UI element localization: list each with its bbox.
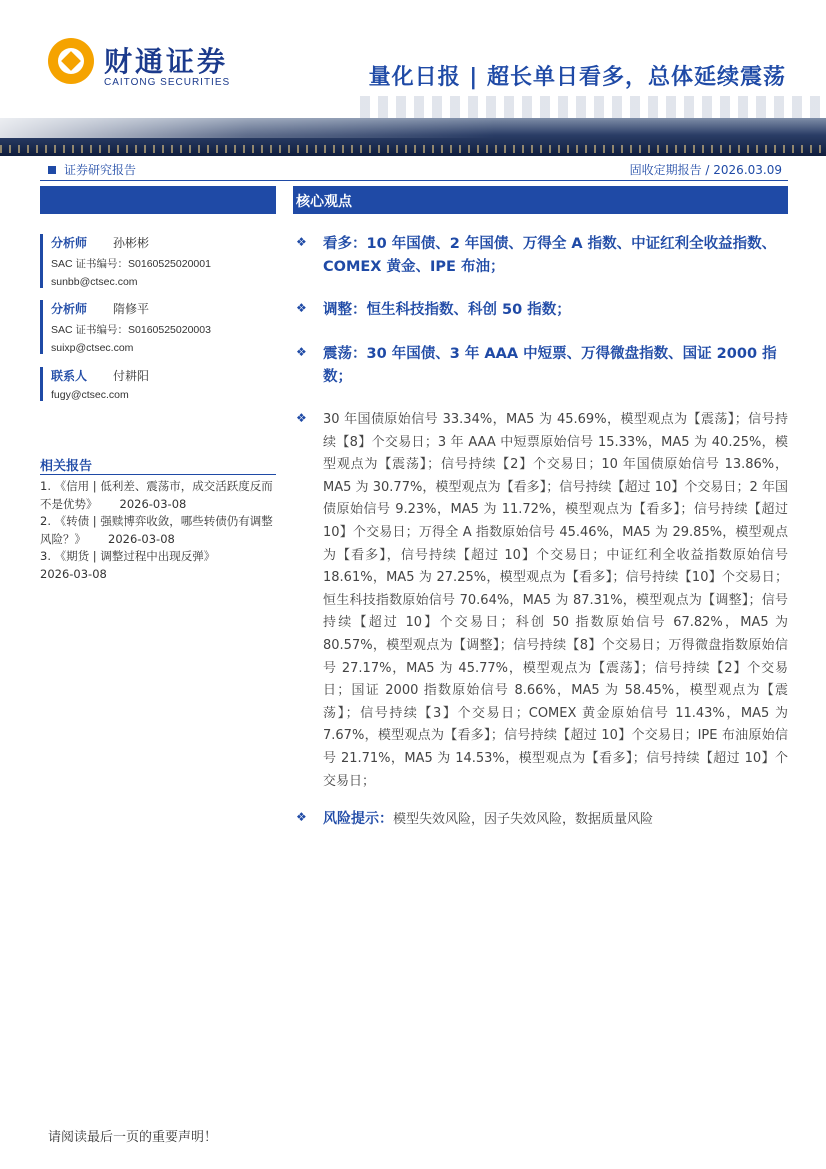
bullish-text: 看多：10 年国债、2 年国债、万得全 A 指数、中证红利全收益指数、COMEX 黄金、IPE 布油； [323,236,777,275]
contact-role: 联系人 [51,369,88,383]
square-bullet-icon [48,166,56,174]
disclaimer-notice: 请阅读最后一页的重要声明！ [48,1130,218,1145]
signal-detail-text: 30 年国债原始信号 33.34%，MA5 为 45.69%，模型观点为【震荡】；信号持续【8】个交易日；3 年 AAA 中短票原始信号 15.33%，MA5 为 40.25%，模型观点为【震荡】；信号持续【2】个交易日；10 年国债原始信号 13.86%，MA5 为 30.77%，模型观点为【看多】；信号持续【超过 10】个交易日；2 年国债原始信号 9.23%，MA5 为 11.72%，模型观点为【看多】；信号持续【超过 10】个交易日；万得全 A 指数原始信号 45.46%，MA5 为 29.85%，模型观点为【看多】，信号持续【超过 10】个交易日；中证红利全收益指数原始信号 18.61%，MA5 为 27.25%，模型观点为【看多】；信号持续【10】个交易日；恒生科技指数原始信号 70.64%，MA5 为 87.31%，模型观点为【调整】；信号持续【超过 10】个交易日；科创 50 指数原始信号 67.82%，MA5 为 80.57%，模型观点为【调整】；信号持续【8】个交易日；万得微盘指数原始信号 27.17%，MA5 为 45.77%，模型观点为【震荡】；信号持续【2】个交易日；国证 2000 指数原始信号 8.66%，MA5 为 58.45%，模型观点为【震荡】；信号持续【3】个交易日；COMEX 黄金原始信号 11.43%，MA5 为 7.67%，模型观点为【看多】；信号持续【超过 10】个交易日；IPE 布油原始信号 21.71%，MA5 为 14.53%，模型观点为【看多】；信号持续【超过 10】个交易日； [323,412,788,789]
analyst-card [40,300,276,354]
contact-name: 付耕阳 [113,369,150,383]
related-report-date: 2026-03-08 [119,496,187,511]
adjust-text: 调整：恒生科技指数、科创 50 指数； [323,302,571,318]
related-report-title[interactable]: 3. 《期货 | 调整过程中出现反弹》 [40,549,216,563]
analyst-role: 分析师 [51,302,88,316]
adjust-view [296,299,788,322]
city-skyline-banner [0,118,826,156]
related-report-item[interactable] [40,478,278,513]
analyst-name: 隋修平 [113,302,150,316]
core-views-title: 核心观点 [296,194,352,210]
analyst-cert: SAC 证书编号：S0160525020003 [51,324,211,336]
analyst-role: 分析师 [51,236,88,250]
risk-text: 模型失效风险，因子失效风险，数据质量风险 [393,812,654,827]
header-divider [40,180,788,181]
related-reports-divider [40,474,276,475]
signal-detail [296,409,788,793]
related-reports-title: 相关报告 [40,459,93,474]
analyst-email[interactable]: suixp@ctsec.com [51,342,134,354]
related-reports-list [40,478,278,583]
risk-notice [296,808,788,832]
oscillate-view [296,343,788,389]
related-report-item[interactable] [40,513,278,548]
company-name-cn: 财通证券 [104,45,229,78]
related-report-title[interactable]: 1. 《信用 | 低利差、震荡市，成交活跃度反而不是优势》 [40,479,273,511]
report-type-date: 固收定期报告 / 2026.03.09 [629,163,782,177]
diamond-bullet-icon: ❖ [296,345,307,359]
analyst-card [40,234,276,288]
left-column-header-bar [40,186,276,214]
analyst-email[interactable]: sunbb@ctsec.com [51,276,138,288]
oscillate-text: 震荡：30 年国债、3 年 AAA 中短票、万得微盘指数、国证 2000 指数； [323,346,777,385]
contact-card [40,367,276,401]
related-report-date: 2026-03-08 [40,566,107,581]
report-category-label: 证券研究报告 [64,163,137,177]
bullish-view [296,233,788,279]
company-name-en: CAITONG SECURITIES [104,77,231,88]
risk-label: 风险提示： [323,811,393,827]
diamond-bullet-icon: ❖ [296,810,307,824]
core-views-header-bar [293,186,788,214]
analyst-cert: SAC 证书编号：S0160525020001 [51,258,211,270]
report-title: 量化日报 | 超长单日看多，总体延续震荡 [368,65,786,90]
skyline-silhouette [360,96,826,118]
contact-email[interactable]: fugy@ctsec.com [51,389,129,401]
diamond-bullet-icon: ❖ [296,411,307,425]
related-report-date: 2026-03-08 [108,531,175,546]
report-category [48,161,136,178]
diamond-bullet-icon: ❖ [296,301,307,315]
diamond-bullet-icon: ❖ [296,235,307,249]
related-report-item[interactable] [40,548,278,583]
company-logo-icon [48,38,94,84]
analyst-name: 孙彬彬 [113,236,150,250]
related-report-title[interactable]: 2. 《转债 | 强赎博弈收敛，哪些转债仍有调整风险？》 [40,514,273,546]
